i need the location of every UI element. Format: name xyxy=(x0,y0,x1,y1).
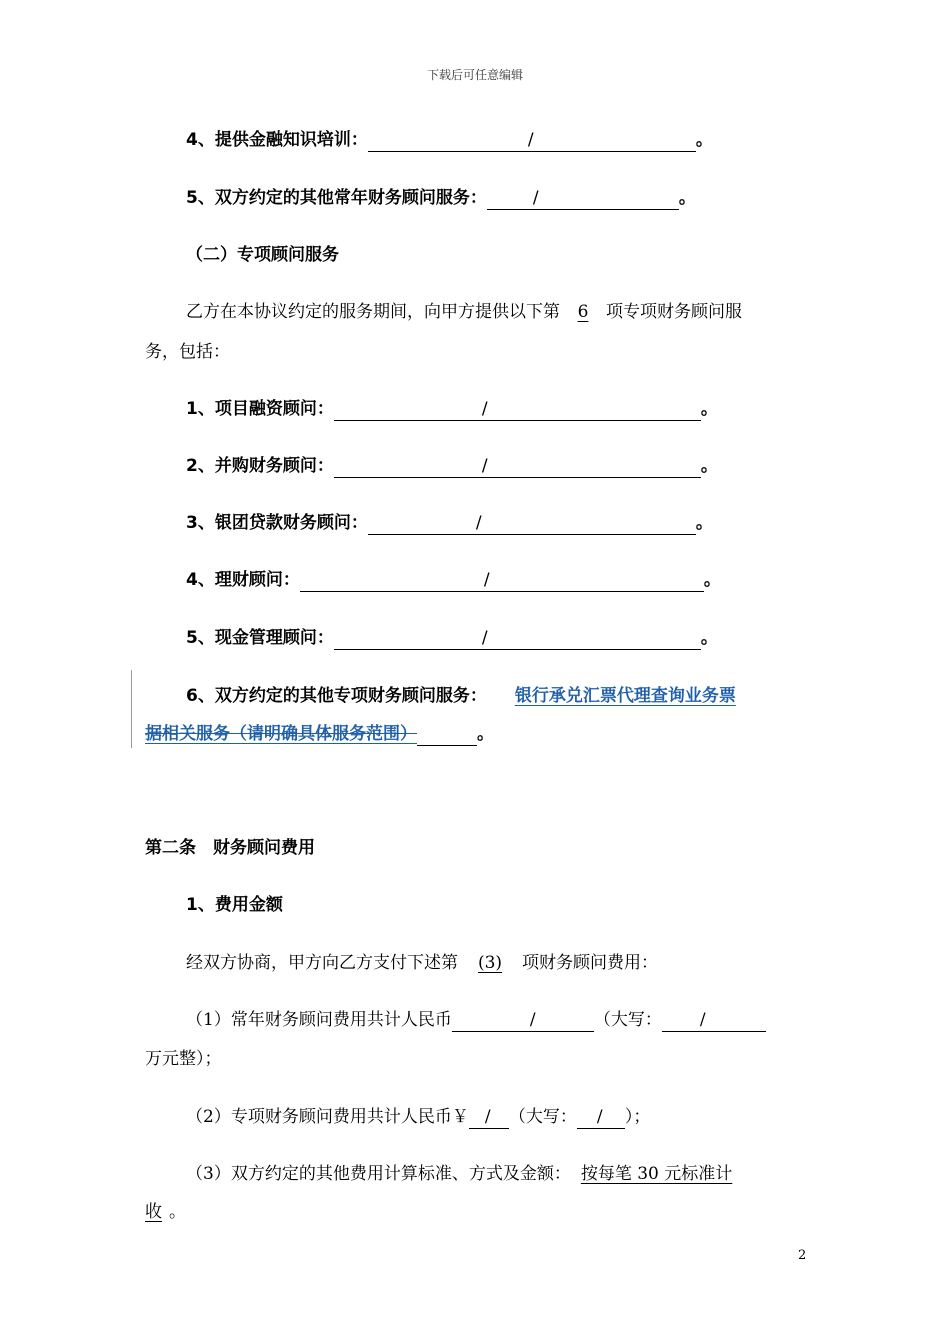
slash-mark: / xyxy=(529,1010,536,1030)
training-label: 4、提供金融知识培训： xyxy=(186,130,368,150)
slash-mark: / xyxy=(532,188,539,208)
fee-p3-text: （3）双方约定的其他费用计算标准、方式及金额： xyxy=(186,1164,571,1184)
period: 。 xyxy=(695,130,713,150)
slash-mark: / xyxy=(527,130,534,150)
fee-p3 xyxy=(186,1162,732,1186)
other-regular-blank xyxy=(487,189,679,210)
special-intro-text-b: 项专项财务顾问服 xyxy=(606,302,742,322)
fee-p2-daxie: （大写： xyxy=(508,1107,577,1127)
fee-p2-daxie-blank xyxy=(577,1108,625,1129)
slash-mark: / xyxy=(699,1010,706,1030)
special-item-1-label: 1、项目融资顾问： xyxy=(186,399,334,419)
special-item-3 xyxy=(186,511,713,535)
period: 。 xyxy=(700,628,718,648)
fee-intro-text: 经双方协商，甲方向乙方支付下述第 xyxy=(186,953,458,973)
fee-p3-cont xyxy=(145,1200,186,1224)
special-item-2-label: 2、并购财务顾问： xyxy=(186,456,334,476)
special-item-6-value-b[interactable]: 据相关服务（请明确具体服务范围） xyxy=(145,724,417,744)
special-item-4-blank xyxy=(300,571,704,592)
special-item-2 xyxy=(186,454,718,478)
special-item-6-blank xyxy=(417,725,477,746)
special-intro-text: 乙方在本协议约定的服务期间，向甲方提供以下第 xyxy=(186,302,560,322)
other-regular-line xyxy=(186,186,696,210)
special-item-5 xyxy=(186,626,718,650)
training-blank xyxy=(368,131,696,152)
special-item-5-blank xyxy=(334,629,701,650)
revision-bar xyxy=(131,670,132,748)
special-section-title: （二）专项顾问服务 xyxy=(186,245,339,265)
period: 。 xyxy=(700,456,718,476)
fee-p1-blank xyxy=(452,1011,594,1032)
special-item-1-blank xyxy=(334,400,701,421)
special-item-6 xyxy=(186,684,736,708)
slash-mark: / xyxy=(484,1107,491,1127)
period: 。 xyxy=(703,570,721,590)
fee-p2-end: ）； xyxy=(624,1107,651,1127)
fee-intro-text-b: 项财务顾问费用： xyxy=(522,953,658,973)
article-2-title: 第二条 财务顾问费用 xyxy=(145,838,315,858)
fee-option: (3) xyxy=(477,953,503,973)
slash-mark: / xyxy=(596,1107,603,1127)
special-count: 6 xyxy=(577,302,589,322)
period: 。 xyxy=(678,188,696,208)
special-item-6-label: 6、双方约定的其他专项财务顾问服务： xyxy=(186,686,487,706)
fee-amount-title: 1、费用金额 xyxy=(186,895,283,915)
fee-p3-value-b: 收 xyxy=(145,1202,162,1222)
fee-p1-text: （1）常年财务顾问费用共计人民币 xyxy=(186,1010,452,1030)
slash-mark: / xyxy=(475,513,482,533)
special-item-3-label: 3、银团贷款财务顾问： xyxy=(186,513,368,533)
slash-mark: / xyxy=(481,456,488,476)
page-header: 下载后可任意编辑 xyxy=(426,68,523,82)
period: 。 xyxy=(695,513,713,533)
slash-mark: / xyxy=(481,399,488,419)
fee-p1-daxie-blank xyxy=(662,1011,766,1032)
special-intro-line2: 务，包括： xyxy=(145,342,230,362)
special-item-2-blank xyxy=(334,457,701,478)
special-item-4-label: 4、理财顾问： xyxy=(186,570,300,590)
period: 。 xyxy=(169,1202,186,1222)
fee-intro xyxy=(186,951,658,975)
fee-p2-blank xyxy=(469,1108,509,1129)
special-item-4 xyxy=(186,568,721,592)
fee-p1-cont: 万元整）； xyxy=(145,1049,222,1069)
fee-p1-daxie: （大写： xyxy=(593,1010,662,1030)
special-item-6-cont xyxy=(145,722,494,746)
other-regular-label: 5、双方约定的其他常年财务顾问服务： xyxy=(186,188,487,208)
special-item-1 xyxy=(186,397,718,421)
special-item-6-value-a[interactable]: 银行承兑汇票代理查询业务票 xyxy=(514,686,736,706)
special-item-5-label: 5、现金管理顾问： xyxy=(186,628,334,648)
fee-p2 xyxy=(186,1105,650,1129)
special-intro-line1 xyxy=(186,300,742,324)
special-item-3-blank xyxy=(368,514,696,535)
slash-mark: / xyxy=(483,570,490,590)
fee-p2-text: （2）专项财务顾问费用共计人民币￥ xyxy=(186,1107,469,1127)
training-line xyxy=(186,128,713,152)
period: 。 xyxy=(700,399,718,419)
page-number: 2 xyxy=(798,1248,807,1263)
slash-mark: / xyxy=(481,628,488,648)
period: 。 xyxy=(477,724,494,744)
fee-p1 xyxy=(186,1008,766,1032)
fee-p3-value: 按每笔 30 元标准计 xyxy=(580,1164,733,1184)
